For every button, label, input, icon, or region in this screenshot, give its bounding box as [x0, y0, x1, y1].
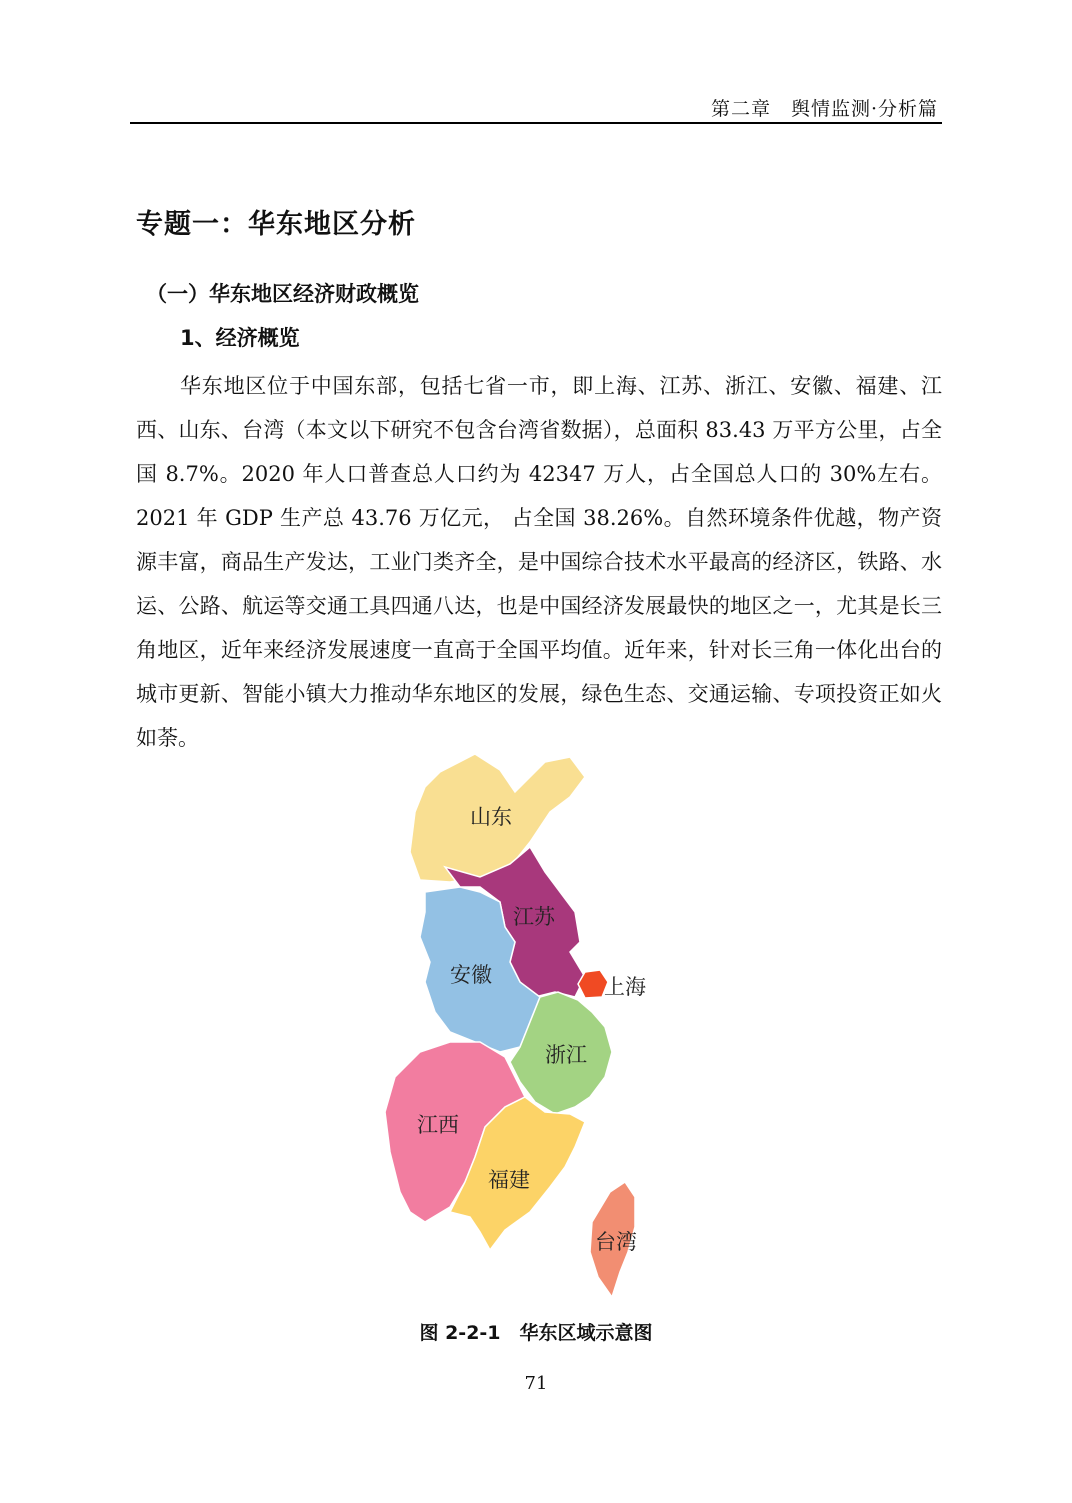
label-shanghai: 上海 — [604, 975, 646, 999]
running-title: 第二章 舆情监测·分析篇 — [710, 98, 938, 120]
figure-caption: 图 2-2-1 华东区域示意图 — [419, 1322, 653, 1344]
label-zhejiang: 浙江 — [545, 1043, 587, 1067]
body-paragraph: 华东地区位于中国东部，包括七省一市，即上海、江苏、浙江、安徽、福建、江西、山东、台湾（本文以下研究不包含台湾省数据），总面积 83.43 万平方公里，占全国 8.7%。2020 年人口普查总人口约为 42347 万人，占全国总人口的 30%左右。2021 年 GDP 生产总 43.76 万亿元， 占全国 38.26%。自然环境条件优越，物产资源丰富，商品生产发达，工业门类齐全，是中国综合技术水平最高的经济区，铁路、水运、公路、航运等交通工具四通八达，也是中国经济发展最快的地区之一，尤其是长三角地区，近年来经济发展速度一直高于全国平均值。近年来，针对长三角一体化出台的城市更新、智能小镇大力推动华东地区的发展，绿色生态、交通运输、专项投资正如火如荼。 — [136, 374, 942, 750]
label-jiangsu: 江苏 — [513, 905, 555, 929]
label-taiwan: 台湾 — [595, 1230, 637, 1254]
running-header — [130, 90, 942, 124]
page-number: 71 — [524, 1373, 548, 1394]
east-china-map — [380, 752, 710, 1302]
label-fujian: 福建 — [488, 1168, 530, 1192]
label-shandong: 山东 — [470, 805, 512, 829]
page-title: 专题一：华东地区分析 — [136, 209, 416, 240]
section-heading: （一）华东地区经济财政概览 — [146, 282, 419, 306]
subsection-heading: 1、经济概览 — [180, 326, 300, 350]
label-jiangxi: 江西 — [417, 1113, 459, 1137]
label-anhui: 安徽 — [450, 963, 492, 987]
